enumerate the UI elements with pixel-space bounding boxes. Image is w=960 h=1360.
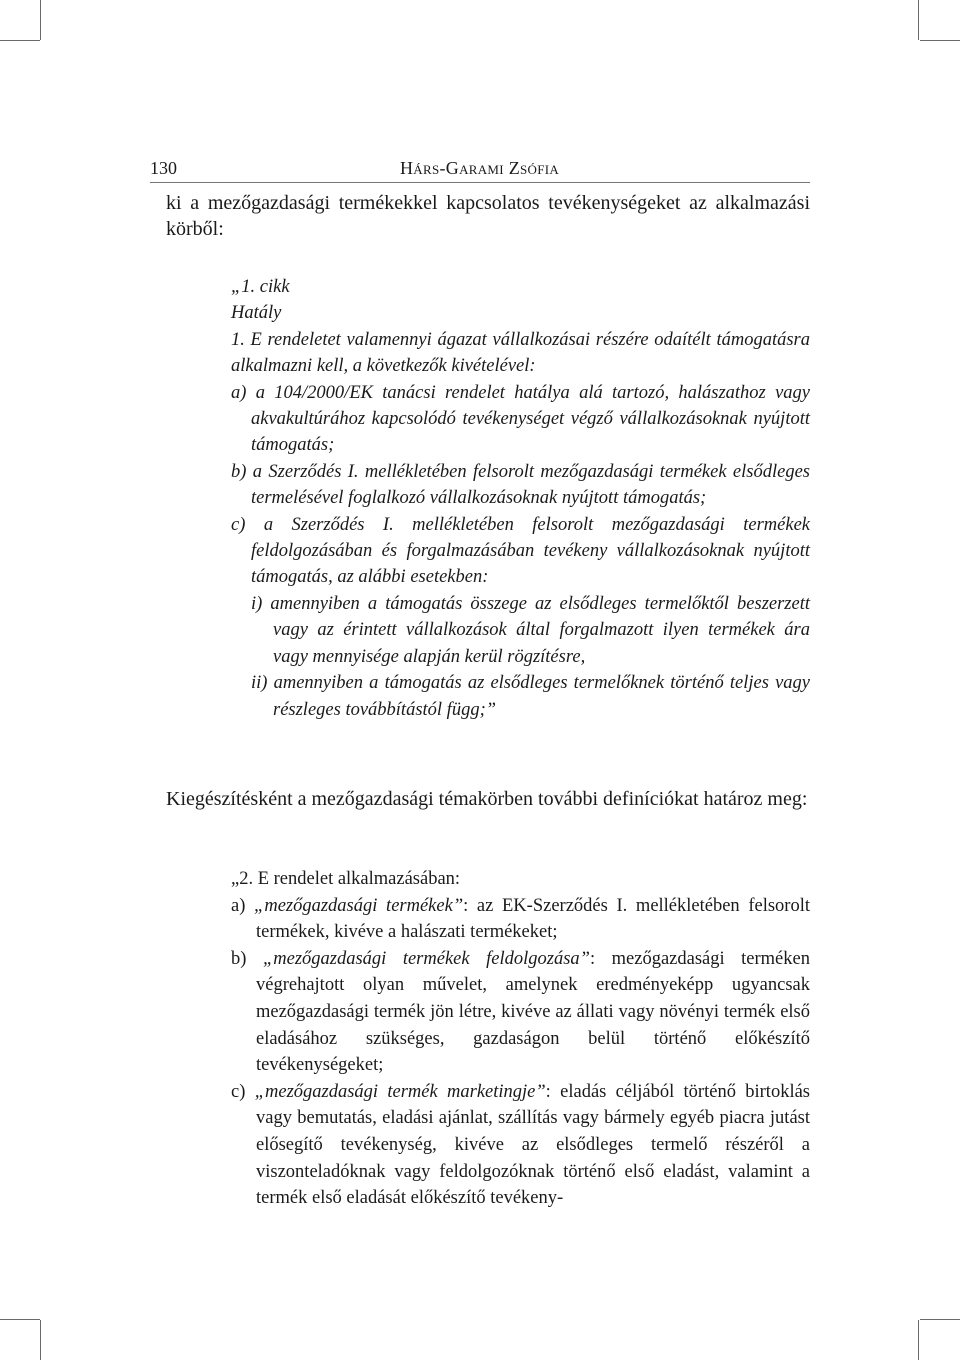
crop-mark — [920, 1319, 960, 1320]
definition-term: „mezőgazdasági termék marketingje” — [254, 1081, 546, 1102]
mid-paragraph: Kiegészítésként a mezőgazdasági témakörben további definíciókat határoz meg: — [166, 788, 808, 810]
list-item-c: c) a Szerződés I. mellékletében felsorolt mezőgazdasági termékek feldolgozásában és forgalmazásában tevékeny vállalkozásoknak nyújtott támogatás, az alábbi esetekben: — [231, 514, 810, 588]
intro-paragraph: ki a mezőgazdasági termékekkel kapcsolatos tevékenységeket az alkalmazási körből: — [166, 192, 810, 240]
list-item-b: b) a Szerződés I. mellékletében felsorolt mezőgazdasági termékek elsődleges termelésével foglalkozó vállalkozásoknak nyújtott támogatás; — [231, 461, 810, 509]
crop-mark — [918, 1320, 919, 1360]
crop-mark — [40, 0, 41, 40]
definition-label: b) — [231, 948, 263, 969]
sub-item-i: i) amennyiben a támogatás összege az elsődleges termelőktől beszerzett vagy az érintett vállalkozások által forgalmazott ilyen termékek ára vagy mennyisége alapján kerül rögzítésre, — [251, 593, 810, 667]
page-number: 130 — [150, 158, 177, 178]
definition-label: c) — [231, 1081, 255, 1102]
quotation-article-1 — [231, 274, 810, 723]
article-paragraph: 1. E rendeletet valamennyi ágazat vállalkozásai részére odaítélt támogatásra alkalmazni kell, a következők kivételével: — [231, 329, 810, 377]
crop-mark — [920, 40, 960, 41]
quotation-article-2 — [231, 866, 810, 1212]
crop-mark — [0, 40, 40, 41]
definition-item-b — [231, 946, 810, 1079]
list-item-a: a) a 104/2000/EK tanácsi rendelet hatálya alá tartozó, halászathoz vagy akvakultúrához kapcsolódó tevékenységet végző vállalkozásoknak nyújtott támogatás; — [231, 382, 810, 456]
definition-item-a — [231, 893, 810, 946]
definition-text: : az EK-Szerződés I. mellékletében felsorolt termékek, kivéve a halászati termékeket; — [256, 895, 810, 943]
definition-text: : mezőgazdasági terméken végrehajtott olyan művelet, amelynek eredményeképp ugyancsak mezőgazdasági termék jön létre, kivéve az állati vagy növényi termék első eladásához szükséges, gazdaságon belül történő előkészítő tevékenységeket; — [256, 948, 810, 1076]
crop-mark — [0, 1319, 40, 1320]
definition-term: „mezőgazdasági termékek” — [254, 895, 464, 916]
crop-mark — [918, 0, 919, 40]
running-header — [150, 156, 810, 183]
crop-mark — [40, 1320, 41, 1360]
definition-label: a) — [231, 895, 255, 916]
sub-item-ii: ii) amennyiben a támogatás az elsődleges termelőknek történő teljes vagy részleges továbbítástól függ;” — [251, 673, 810, 720]
article-heading: „1. cikk — [231, 277, 290, 297]
definition-term: „mezőgazdasági termékek feldolgozása” — [262, 948, 590, 969]
definition-item-c — [231, 1079, 810, 1212]
running-head-author: Hárs-Garami Zsófia — [400, 158, 560, 178]
article-title: Hatály — [231, 303, 282, 324]
definition-text: : eladás céljából történő birtoklás vagy bemutatás, eladási ajánlat, szállítás vagy bármely egyéb piacra jutást elősegítő tevékenység, kivéve az elsődleges termelő részéről a viszonteladóknak vagy feldolgozóknak történő első eladást, valamint a termék első eladását előkészítő tevékeny- — [256, 1081, 810, 1209]
definitions-heading: „2. E rendelet alkalmazásában: — [231, 869, 461, 889]
